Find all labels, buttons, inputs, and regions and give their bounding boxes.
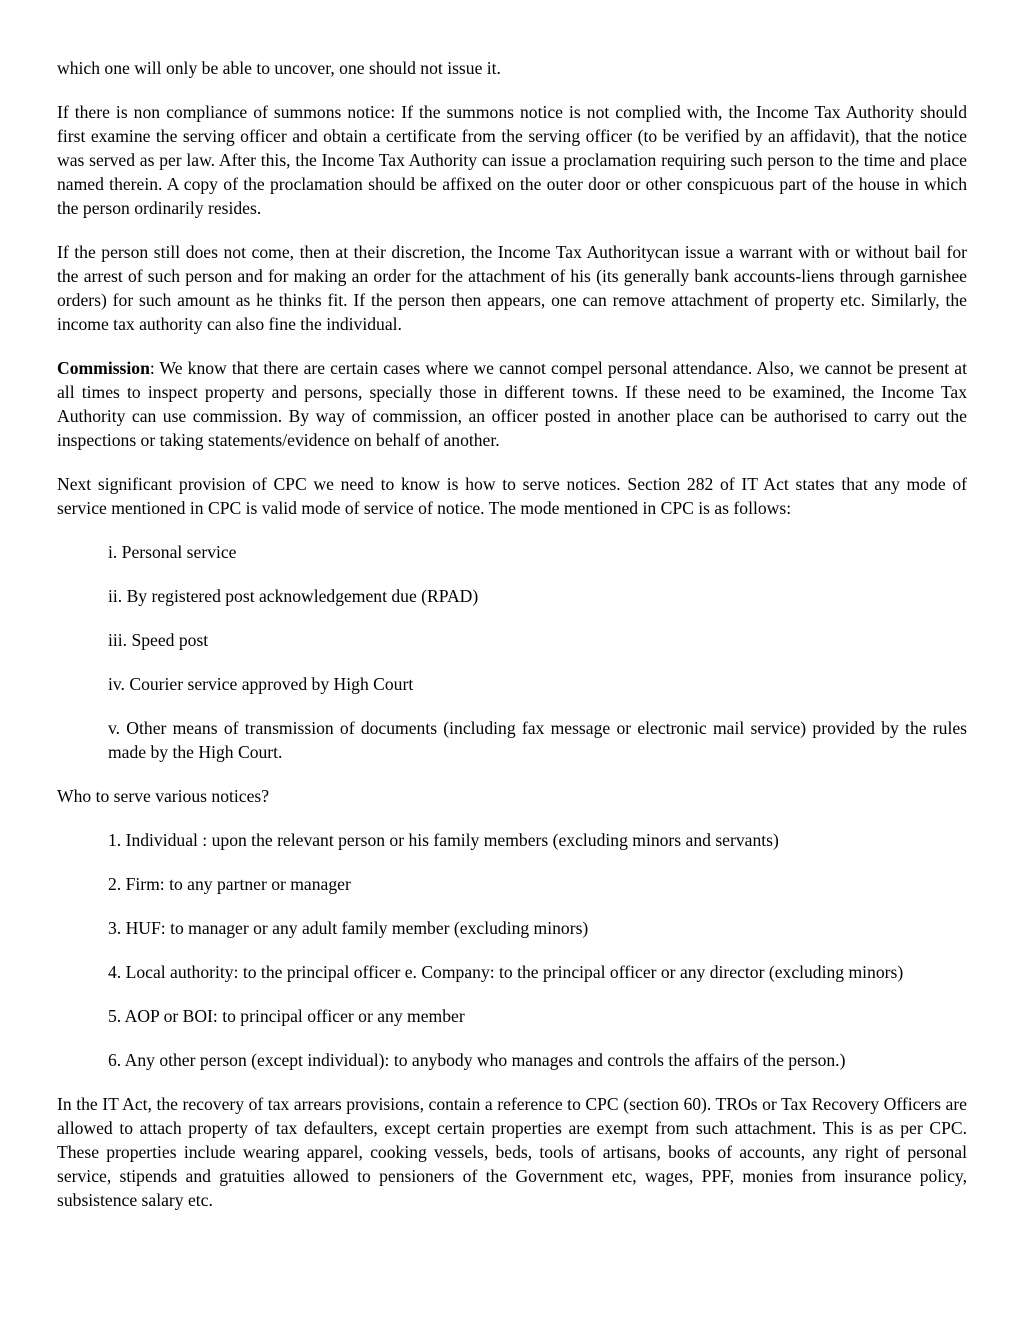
list-item-service-mode: ii. By registered post acknowledgement due (RPAD) [108, 586, 479, 606]
commission-text: : We know that there are certain cases where we cannot compel personal attendance. Also, we cannot be present at all times to inspect property and persons, specially those in different towns. If these need to be examined, the Income Tax Authority can use commission. By way of commission, an officer posted in another place can be authorised to carry out the inspections or taking statements/evidence on behalf of another. [57, 358, 967, 450]
list-item-recipient: 2. Firm: to any partner or manager [108, 874, 351, 894]
paragraph-summons-non-compliance: If there is non compliance of summons notice: If the summons notice is not complied with, the Income Tax Authority should first examine the serving officer and obtain a certificate from the serving officer (to be verified by an affidavit), that the notice was served as per law. After this, the Income Tax Authority can issue a proclamation requiring such person to the time and place named therein. A copy of the proclamation should be affixed on the outer door or other conspicuous part of the house in which the person ordinarily resides. [57, 102, 967, 218]
paragraph-warrant: If the person still does not come, then at their discretion, the Income Tax Authoritycan issue a warrant with or without bail for the arrest of such person and for making an order for the attachment of his (its generally bank accounts-liens through garnishee orders) for such amount as he thinks fit. If the person then appears, one can remove attachment of property etc. Similarly, the income tax authority can also fine the individual. [57, 242, 967, 334]
list-item-service-mode: v. Other means of transmission of documents (including fax message or electronic mail service) provided by the rules made by the High Court. [108, 718, 967, 762]
list-item-service-mode: i. Personal service [108, 542, 237, 562]
paragraph-recovery: In the IT Act, the recovery of tax arrears provisions, contain a reference to CPC (section 60). TROs or Tax Recovery Officers are allowed to attach property of tax defaulters, except certain properties are exempt from such attachment. This is as per CPC. These properties include wearing apparel, cooking vessels, beds, tools of artisans, books of accounts, any right of personal service, stipends and gratuities allowed to pensioners of the Government etc, wages, PPF, monies from insurance policy, subsistence salary etc. [57, 1094, 967, 1210]
paragraph-commission [57, 356, 967, 452]
list-item-recipient: 4. Local authority: to the principal officer e. Company: to the principal officer or any director (excluding minors) [108, 962, 904, 982]
list-item-recipient: 1. Individual : upon the relevant person or his family members (excluding minors and servants) [108, 830, 779, 850]
commission-heading: Commission [57, 358, 150, 378]
list-item-recipient: 3. HUF: to manager or any adult family member (excluding minors) [108, 918, 589, 938]
list-item-recipient: 5. AOP or BOI: to principal officer or any member [108, 1006, 465, 1026]
paragraph-continuation: which one will only be able to uncover, one should not issue it. [57, 58, 501, 78]
list-item-service-mode: iv. Courier service approved by High Court [108, 674, 414, 694]
list-item-service-mode: iii. Speed post [108, 630, 209, 650]
paragraph-who-to-serve: Who to serve various notices? [57, 786, 270, 806]
list-item-recipient: 6. Any other person (except individual): to anybody who manages and controls the affairs of the person.) [108, 1050, 846, 1070]
document-page [57, 56, 967, 1232]
paragraph-serve-notices: Next significant provision of CPC we need to know is how to serve notices. Section 282 of IT Act states that any mode of service mentioned in CPC is valid mode of service of notice. The mode mentioned in CPC is as follows: [57, 474, 967, 518]
